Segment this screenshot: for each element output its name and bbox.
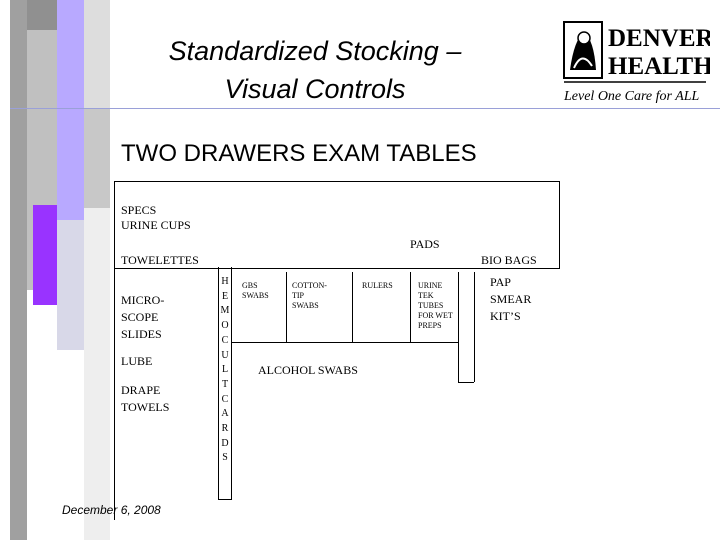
label-urine-tek-tubes	[418, 281, 453, 331]
decor-bar-lavender	[57, 0, 84, 220]
label-rulers: RULERS	[362, 281, 393, 290]
hemoccult-divider-right	[231, 267, 232, 499]
slide-title	[110, 32, 520, 108]
label-drape-line1: DRAPE	[121, 383, 161, 397]
label-micro-line3: SLIDES	[121, 327, 162, 341]
label-urine-cups: URINE CUPS	[121, 218, 191, 232]
hemoccult-letter: C	[221, 334, 229, 346]
decor-bar-gray2	[84, 108, 110, 208]
pap-divider	[474, 272, 475, 382]
label-cotton-tip-swabs	[292, 281, 327, 311]
logo-tagline: Level One Care for ALL	[564, 89, 700, 104]
label-gbs-swabs	[242, 281, 269, 301]
label-drape-towels	[121, 382, 169, 416]
slide-date: December 6, 2008	[62, 503, 161, 517]
logo-name-line2: HEALTH	[608, 53, 710, 80]
label-lube: LUBE	[121, 354, 153, 368]
label-urine-line3: TUBES	[418, 301, 444, 310]
label-pap-line1: PAP	[490, 275, 511, 289]
rulers-urine-divider	[410, 272, 411, 342]
urine-right-divider	[458, 272, 459, 382]
hemoccult-letter: C	[221, 393, 229, 405]
hemoccult-letter: M	[220, 305, 230, 317]
pap-bottom	[458, 382, 474, 383]
label-specs: SPECS	[121, 203, 157, 217]
label-pap-smear-kits	[490, 274, 531, 325]
cotton-rulers-divider	[352, 272, 353, 342]
label-urine-line2: TEK	[418, 291, 434, 300]
label-drape-line2: TOWELS	[121, 400, 170, 414]
label-urine-line4: FOR WET	[418, 311, 453, 320]
label-urine-line5: PREPS	[418, 321, 442, 330]
decor-bar-purple	[33, 205, 57, 305]
hemoccult-letter: H	[221, 276, 229, 287]
label-micro-line1: MICRO-	[121, 293, 165, 307]
logo-emblem-icon	[560, 20, 710, 106]
label-bio-bags: BIO BAGS	[481, 253, 537, 267]
label-pap-line2: SMEAR	[490, 292, 532, 306]
label-cotton-line3: SWABS	[292, 301, 319, 310]
hemoccult-letter: A	[221, 408, 229, 420]
hemoccult-letter: O	[221, 320, 229, 332]
decor-bar-dark-top	[27, 0, 57, 30]
label-gbs-line1: GBS	[242, 281, 258, 290]
hemoccult-bottom	[218, 499, 232, 500]
denver-health-logo	[560, 20, 710, 106]
logo-name-line1: DENVER	[608, 25, 710, 52]
decor-bar-pale	[84, 208, 110, 540]
hemoccult-divider-left	[218, 267, 219, 499]
label-cotton-line2: TIP	[292, 291, 304, 300]
label-gbs-line2: SWABS	[242, 291, 269, 300]
gbs-cotton-divider	[286, 272, 287, 342]
label-urine-line1: URINE	[418, 281, 443, 290]
slide-title-line2: Visual Controls	[224, 74, 406, 104]
hemoccult-letter: D	[221, 437, 229, 449]
section-heading: TWO DRAWERS EXAM TABLES	[121, 140, 477, 167]
hemoccult-letter: U	[221, 349, 229, 361]
label-hemoccult-cards	[220, 275, 230, 466]
title-divider	[10, 108, 720, 109]
compartment-row-divider	[232, 342, 458, 343]
slide-title-line1: Standardized Stocking –	[168, 36, 462, 66]
hemoccult-letter: L	[221, 364, 229, 376]
label-towelettes: TOWELETTES	[121, 253, 199, 267]
label-pap-line3: KIT’S	[490, 309, 521, 323]
decor-bar-gray3	[57, 220, 84, 350]
label-micro-line2: SCOPE	[121, 310, 159, 324]
label-alcohol-swabs: ALCOHOL SWABS	[258, 363, 358, 377]
decor-bar-dark	[10, 0, 27, 540]
label-pads: PADS	[410, 237, 440, 251]
decor-bar-mid	[84, 0, 110, 108]
hemoccult-letter: R	[221, 423, 229, 435]
hemoccult-letter: T	[221, 378, 229, 390]
hemoccult-letter: E	[221, 290, 229, 302]
label-microscope-slides	[121, 292, 164, 343]
hemoccult-letter: S	[222, 452, 228, 464]
label-cotton-line1: COTTON-	[292, 281, 327, 290]
